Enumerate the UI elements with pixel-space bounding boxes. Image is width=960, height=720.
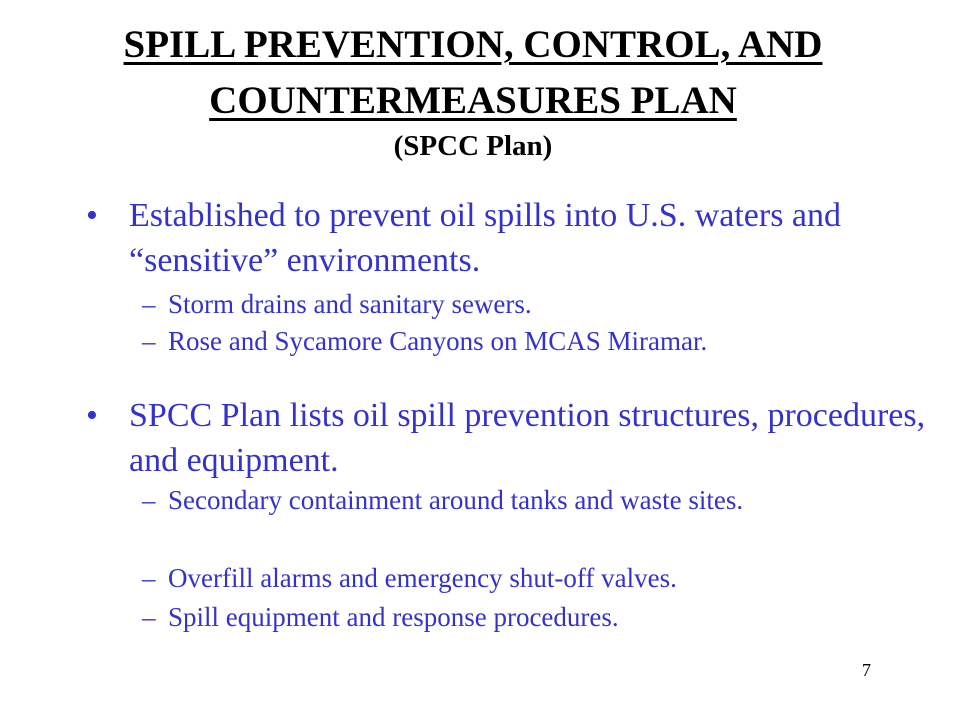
title-line-2 <box>0 78 946 123</box>
sub-item-text: Secondary containment around tanks and waste sites. <box>168 485 744 515</box>
bullet-text: Established to prevent oil spills into U.S. waters and “sensitive” environments. <box>129 197 842 279</box>
bullet-marker: • <box>86 197 98 234</box>
dash-marker: – <box>142 289 156 319</box>
dash-marker: – <box>142 602 156 632</box>
dash-marker: – <box>142 563 156 593</box>
sub-item-text: Spill equipment and response procedures. <box>168 602 619 632</box>
sub-item-text: Overfill alarms and emergency shut-off valves. <box>168 563 677 593</box>
page-number: 7 <box>862 660 871 680</box>
sub-item-text: Rose and Sycamore Canyons on MCAS Miramar. <box>168 326 708 356</box>
dash-marker: – <box>142 485 156 515</box>
bullet-marker: • <box>86 397 98 434</box>
sub-item-text: Storm drains and sanitary sewers. <box>168 289 532 319</box>
title-subtitle: (SPCC Plan) <box>393 130 553 162</box>
title-line-1-text: SPILL PREVENTION, CONTROL, AND <box>123 23 823 66</box>
title-line-1 <box>0 22 946 67</box>
bullet-text: SPCC Plan lists oil spill prevention structures, procedures, and equipment. <box>129 397 926 479</box>
title-line-2-text: COUNTERMEASURES PLAN <box>209 79 737 122</box>
dash-marker: – <box>142 326 156 356</box>
